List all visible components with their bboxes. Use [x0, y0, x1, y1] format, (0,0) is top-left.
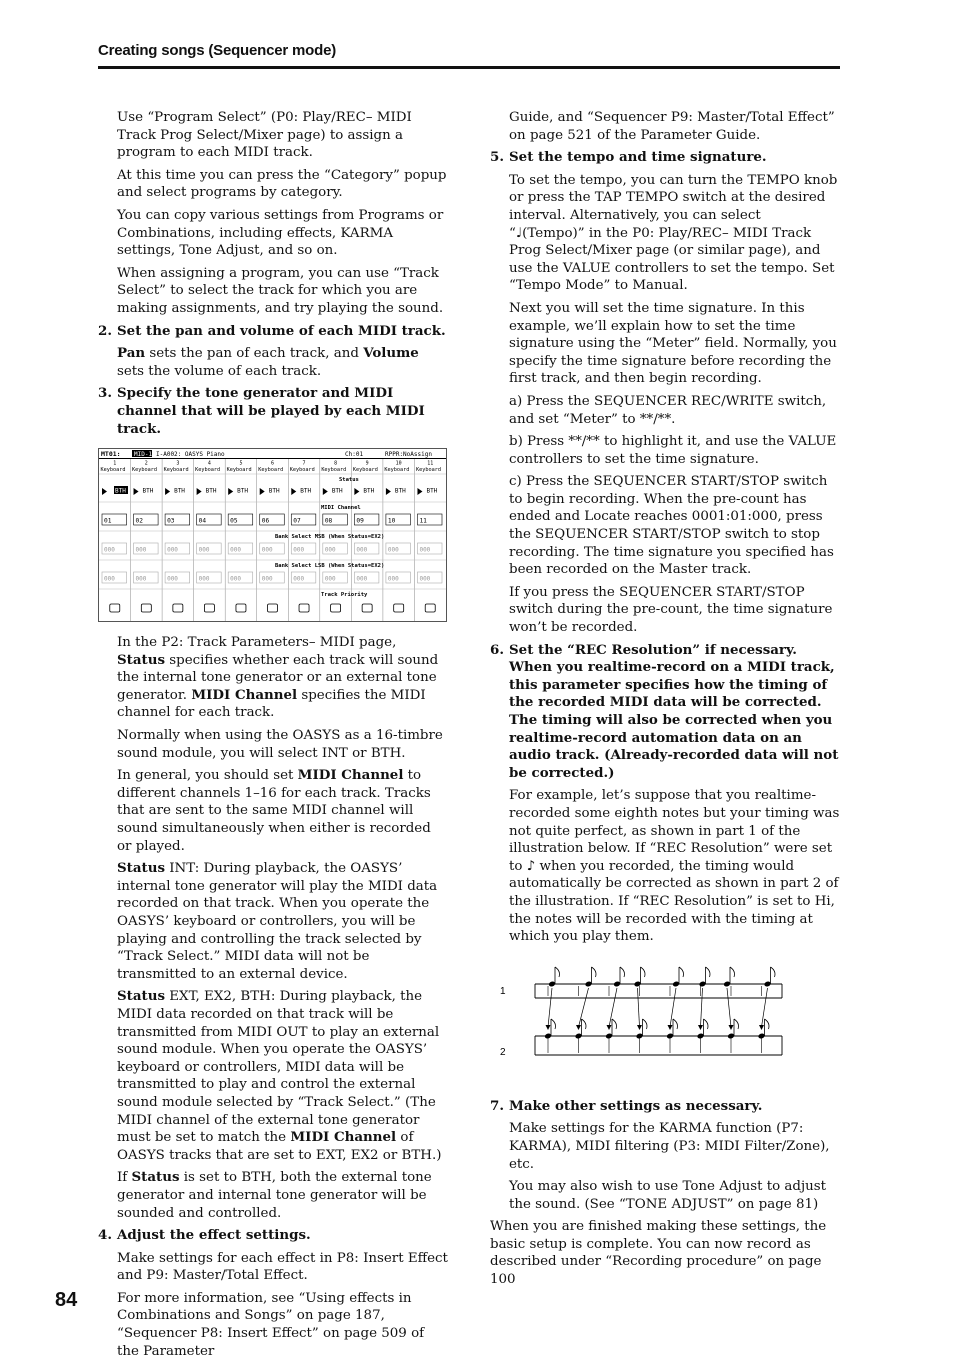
eighth-note-icon-flag [679, 967, 684, 977]
lcd-status-value: BTH [205, 487, 217, 495]
lcd-status-value: BTH [115, 487, 126, 495]
paragraph: Pan sets the pan of each track, and Volume sets the volume of each track. [117, 345, 419, 379]
eighth-note-icon-flag [555, 967, 560, 977]
lcd-track: MT01: [101, 450, 121, 459]
lcd-status-value: BTH [363, 487, 375, 495]
arrow-head-icon [698, 1025, 703, 1030]
lcd-track-number: 2 [144, 460, 148, 467]
lcd-priority-checkbox [268, 604, 278, 612]
right-column [490, 109, 840, 1294]
paragraph: If you press the SEQUENCER START/STOP switch during the pre-count, the time signature won’t be recorded. [509, 584, 833, 636]
lcd-priority-checkbox [331, 604, 341, 612]
lcd-midi-channel-value: 04 [198, 517, 207, 525]
lcd-status-value: BTH [268, 487, 280, 495]
lcd-msb-value: 000 [135, 546, 147, 554]
lcd-midi-channel-value: 06 [261, 517, 270, 525]
arrow-head-icon [759, 1025, 764, 1030]
eighth-note-icon-flag [673, 1019, 678, 1029]
lcd-lsb-value: 000 [230, 575, 242, 583]
lcd-track-type: Keyboard [195, 467, 221, 474]
lcd-priority-checkbox [204, 604, 214, 612]
lcd-priority-checkbox [394, 604, 404, 612]
lcd-midi-channel-value: 02 [135, 517, 143, 525]
lcd-midi-channel-label: MIDI Channel [321, 505, 361, 512]
paragraph: Use “Program Select” (P0: Play/REC– MIDI Track Prog Select/Mixer page) to assign a program to each MIDI track. [117, 110, 412, 161]
lcd-lsb-value: 000 [261, 575, 273, 583]
lcd-msb-value: 000 [261, 546, 273, 554]
lcd-midi-channel-value: 10 [387, 517, 396, 525]
lcd-track-type: Keyboard [163, 467, 189, 474]
fig-label-2: 2 [500, 1046, 506, 1058]
lcd-msb-label: Bank Select MSB (When Status=EX2) [275, 534, 385, 541]
lcd-track-number: 11 [427, 460, 434, 467]
lcd-lsb-value: 000 [167, 575, 178, 583]
lcd-midi-channel-value: 03 [167, 517, 175, 525]
arrow-head-icon [607, 1025, 612, 1030]
lcd-track-type: Keyboard [384, 467, 410, 474]
lcd-track-type: Keyboard [352, 467, 378, 474]
paragraph: Guide, and “Sequencer P9: Master/Total Effect” on page 521 of the Parameter Guide. [509, 110, 835, 143]
lcd-msb-value: 000 [198, 546, 210, 554]
lcd-track-type: Keyboard [226, 467, 252, 474]
paragraph: c) Press the SEQUENCER START/STOP switch to begin recording. When the pre-count has ended and Locate reaches 0001:01:000, press the SEQUENCER START/STOP switch to stop recording. The time signature you specified has been recorded on the Master track. [509, 474, 834, 578]
lcd-midi-channel-value: 05 [230, 517, 238, 525]
lcd-track-number: 5 [239, 460, 243, 467]
staff-art [535, 967, 782, 1055]
eighth-note-icon-flag [551, 1019, 556, 1029]
paragraph: b) Press **/** to highlight it, and use the VALUE controllers to set the time signature. [509, 434, 837, 467]
paragraph: When you are finished making these settings, the basic setup is complete. You can now record as described under “Recording procedure” on page 100 [490, 1219, 827, 1288]
step-heading-7: 7. Make other settings as necessary. [490, 1097, 763, 1114]
lcd-priority-checkbox [141, 604, 151, 612]
paragraph: To set the tempo, you can turn the TEMPO knob or press the TAP TEMPO switch at the desired interval. Alternatively, you can select “♩(Tempo)” in the P0: Play/REC– MIDI Track Prog Select/Mixer page (or similar page), and use the VALUE controllers to set the tempo. Set “Tempo Mode” to Manual. [509, 172, 838, 294]
paragraph: For example, let’s suppose that you realtime-recorded some eighth notes but your timing was not quite perfect, as shown in part 1 of the illustration below. If “REC Resolution” were set to ♪ when you recorded, the timing would automatically be corrected as shown in part 2 of the illustration. If “REC Resolution” is set to Hi, the notes will be recorded with the timing at which you play them. [509, 788, 840, 945]
lcd-program: I-A002: OASYS Piano [156, 451, 225, 459]
arrow-head-icon [546, 1025, 551, 1030]
correction-arrow [609, 988, 617, 1027]
arrow-head-icon [729, 1025, 734, 1030]
lcd-msb-value: 000 [356, 546, 368, 554]
eighth-note-icon-flag [765, 1019, 770, 1029]
lcd-priority-checkbox [362, 604, 372, 612]
lcd-lsb-value: 000 [104, 575, 115, 583]
step-heading-6: 6. Set the “REC Resolution” if necessary. When you realtime-record on a MIDI track, this parameter specifies how the timing of the recorded MIDI data will be corrected. The timing will also be corrected when you realtime-record automation data on an audio track. (Already-recorded data will not be corrected.) [490, 641, 839, 781]
lcd-lsb-label: Bank Select LSB (When Status=EX2) [275, 563, 385, 570]
lcd-track-type: Keyboard [289, 467, 315, 474]
lcd-track-type: Keyboard [321, 467, 347, 474]
lcd-msb-value: 000 [167, 546, 178, 554]
paragraph: You can copy various settings from Programs or Combinations, including effects, KARMA settings, Tone Adjust, and so on. [117, 207, 444, 259]
lcd-track-type: Keyboard [132, 467, 158, 474]
lcd-priority-checkbox [425, 604, 435, 612]
lcd-priority-label: Track Priority [321, 592, 368, 599]
lcd-screenshot [98, 448, 447, 622]
eighth-note-icon-flag [730, 967, 735, 977]
lcd-priority-checkbox [299, 604, 309, 612]
fig-label-1: 1 [500, 985, 506, 997]
eighth-note-icon-flag [704, 1019, 709, 1029]
paragraph: For more information, see “Using effects in Combinations and Songs” on page 187, “Sequencer P8: Insert Effect” on page 509 of the Parameter [117, 1290, 425, 1359]
lcd-msb-value: 000 [324, 546, 336, 554]
paragraph: If Status is set to BTH, both the external tone generator and internal tone generator will be sounded and controlled. [117, 1169, 432, 1221]
lcd-track-number: 6 [270, 460, 275, 467]
lcd-status-value: BTH [300, 487, 312, 495]
lcd-status-value: BTH [394, 487, 406, 495]
lcd-lsb-value: 000 [419, 575, 431, 583]
lcd-msb-value: 000 [387, 546, 399, 554]
lcd-msb-value: 000 [293, 546, 305, 554]
lcd-track-type: Keyboard [415, 467, 441, 474]
lcd-track-number: 1 [113, 460, 117, 467]
lcd-midi-channel-value: 01 [104, 517, 112, 525]
paragraph: Status EXT, EX2, BTH: During playback, the MIDI data recorded on that track will be transmitted from MIDI OUT to play an external sound module. When you operate the OASYS’ keyboard or controllers, MIDI data will be transmitted to play and control the external sound module selected by “Track Select.” (The MIDI channel of the external tone generator must be set to match the MIDI Channel of OASYS tracks that are set to EXT, EX2 or BTH.) [117, 988, 442, 1163]
lcd-track-number: 9 [365, 460, 369, 467]
lcd-track-number: 4 [207, 460, 211, 467]
rec-resolution-illustration [500, 964, 800, 1076]
paragraph: You may also wish to use Tone Adjust to adjust the sound. (See “TONE ADJUST” on page 81) [509, 1179, 827, 1212]
step-heading-4: 4. Adjust the effect settings. [98, 1227, 311, 1244]
correction-arrow [727, 988, 731, 1027]
paragraph: Normally when using the OASYS as a 16-timbre sound module, you will select INT or BTH. [117, 728, 443, 761]
page-number: 84 [55, 1289, 78, 1311]
left-column [98, 109, 448, 1365]
paragraph: a) Press the SEQUENCER REC/WRITE switch, and set “Meter” to **/**. [509, 393, 827, 427]
arrow-head-icon [637, 1025, 642, 1030]
paragraph: In the P2: Track Parameters– MIDI page, Status specifies whether each track will sound the internal tone generator or an external tone generator. MIDI Channel specifies the MIDI channel for each track. [117, 635, 439, 721]
lcd-lsb-value: 000 [324, 575, 336, 583]
lcd-status-value: BTH [237, 487, 249, 495]
lcd-bank: MID-1 [134, 451, 153, 459]
lcd-msb-value: 000 [230, 546, 242, 554]
lcd-status-value: BTH [142, 487, 154, 495]
lcd-track-number: 8 [334, 460, 338, 467]
eighth-note-icon-flag [771, 967, 776, 977]
lcd-track-number: 10 [395, 460, 402, 467]
eighth-note-icon-flag [641, 967, 646, 977]
step-heading-5: 5. Set the tempo and time signature. [490, 149, 767, 166]
lcd-track-number: 3 [176, 460, 180, 467]
lcd-lsb-value: 000 [293, 575, 305, 583]
lcd-lsb-value: 000 [135, 575, 147, 583]
eighth-note-icon-flag [592, 967, 597, 977]
arrow-head-icon [576, 1025, 581, 1030]
lcd-lsb-value: 000 [387, 575, 399, 583]
header-rule [98, 66, 840, 69]
lcd-status-value: BTH [331, 487, 343, 495]
lcd-track-type: Keyboard [100, 467, 126, 474]
lcd-midi-channel-value: 09 [356, 517, 364, 525]
lcd-midi-channel-value: 11 [419, 517, 427, 525]
step-heading-3: 3. Specify the tone generator and MIDI channel that will be played by each MIDI track. [98, 385, 425, 437]
lcd-priority-checkbox [173, 604, 183, 612]
lcd-lsb-value: 000 [356, 575, 368, 583]
correction-arrow [548, 988, 552, 1027]
page-header: Creating songs (Sequencer mode) [98, 42, 337, 59]
paragraph: Make settings for the KARMA function (P7: KARMA), MIDI filtering (P3: MIDI Filter/Zone), etc. [509, 1121, 830, 1172]
eighth-note-icon-flag [612, 1019, 617, 1029]
paragraph: Next you will set the time signature. In this example, we’ll explain how to set the time signature using the “Meter” field. Normally, you specify the time signature before recording the first track, and then begin recording. [509, 300, 837, 387]
eighth-note-icon-flag [582, 1019, 587, 1029]
lcd-track-type: Keyboard [258, 467, 284, 474]
lcd-track-number: 7 [302, 460, 306, 467]
paragraph: Make settings for each effect in P8: Insert Effect and P9: Master/Total Effect. [117, 1250, 448, 1284]
lcd-lsb-value: 000 [198, 575, 210, 583]
lcd-priority-checkbox [236, 604, 246, 612]
eighth-note-icon-flag [643, 1019, 648, 1029]
lcd-midi-channel-value: 07 [293, 517, 301, 525]
lcd-status-value: BTH [174, 487, 185, 495]
lcd-status-value: BTH [426, 487, 438, 495]
paragraph: In general, you should set MIDI Channel to different channels 1–16 for each track. Tracks that are sent to the same MIDI channel will sound simultaneously when either is recorded or played. [117, 767, 431, 854]
eighth-note-icon-flag [734, 1019, 739, 1029]
lcd-midi-channel-value: 08 [324, 517, 333, 525]
lcd-rppr: RPPR:NoAssign [385, 451, 432, 459]
paragraph: Status INT: During playback, the OASYS’ internal tone generator will play the MIDI data recorded on that track. When you operate the OASYS’ keyboard or controllers, you will be playing and controlling the track selected by “Track Select.” MIDI data will not be transmitted to an external device. [117, 860, 438, 982]
eighth-note-icon-flag [620, 967, 625, 977]
eighth-note-icon-flag [706, 967, 711, 977]
paragraph: When assigning a program, you can use “Track Select” to select the track for which you are making assignments, and try playing the sound. [117, 265, 444, 316]
lcd-msb-value: 000 [104, 546, 115, 554]
lcd-status-label: Status [339, 477, 359, 484]
arrow-head-icon [668, 1025, 673, 1030]
lcd-priority-checkbox [110, 604, 120, 612]
step-heading-2: 2. Set the pan and volume of each MIDI track. [98, 322, 446, 339]
lcd-ch: Ch:01 [345, 451, 364, 459]
lcd-msb-value: 000 [419, 546, 431, 554]
paragraph: At this time you can press the “Category” popup and select programs by category. [117, 167, 447, 201]
